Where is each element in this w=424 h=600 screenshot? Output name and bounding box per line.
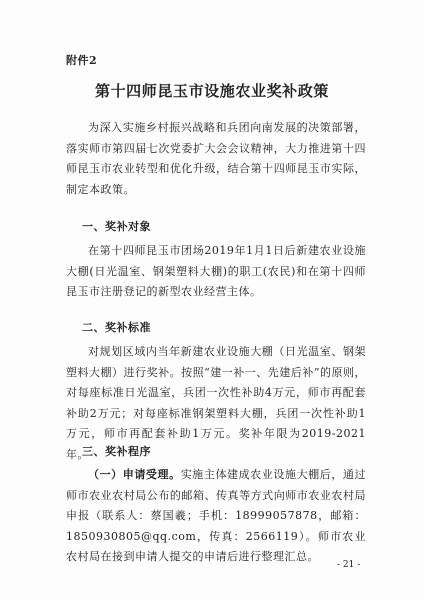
page-number: - 21 -	[337, 560, 361, 570]
document-title: 第十四师昆玉市设施农业奖补政策	[94, 82, 329, 100]
section-1-heading: 一、奖补对象	[82, 220, 151, 233]
section-3-paragraph-wrapper	[66, 465, 366, 568]
intro-paragraph: 为深入实施乡村振兴战略和兵团向南发展的决策部署，落实师市第四届七次党委扩大会会议精神，大力推进第十四师昆玉市农业转型和优化升级，结合第十四师昆玉市实际，制定本政策。	[66, 121, 366, 196]
section-1-paragraph: 在第十四师昆玉市团场2019年1月1日后新建农业设施大棚(日光温室、钢架塑料大棚)的职工(农民)和在第十四师昆玉市注册登记的新型农业经营主体。	[66, 244, 366, 298]
section-3-lead: （一）申请受理。	[88, 468, 181, 481]
section-3-paragraph: 实施主体建成农业设施大棚后，通过师市农业农村局公布的邮箱、传真等方式向师市农业农村局申报（联系人：蔡国羲；手机：18999057878，邮箱：1850930805@qq.com，传真：2566119）。师市农业农村局在接到申请人提交的申请后进行整理汇总。	[66, 468, 367, 563]
attachment-label: 附件2	[66, 54, 98, 67]
section-2-paragraph: 对规划区域内当年新建农业设施大棚（日光温室、钢架塑料大棚）进行奖补。按照“建一补一、先建后补”的原则，对每座标准日光温室，兵团一次性补助4万元，师市再配套补助2万元；对每座标准钢架塑料大棚，兵团一次性补助1万元，师市再配套补助1万元。奖补年限为2019-2021年。	[66, 345, 366, 461]
section-3-heading: 三、奖补程序	[82, 445, 151, 458]
section-2-heading: 二、奖补标准	[82, 321, 151, 334]
